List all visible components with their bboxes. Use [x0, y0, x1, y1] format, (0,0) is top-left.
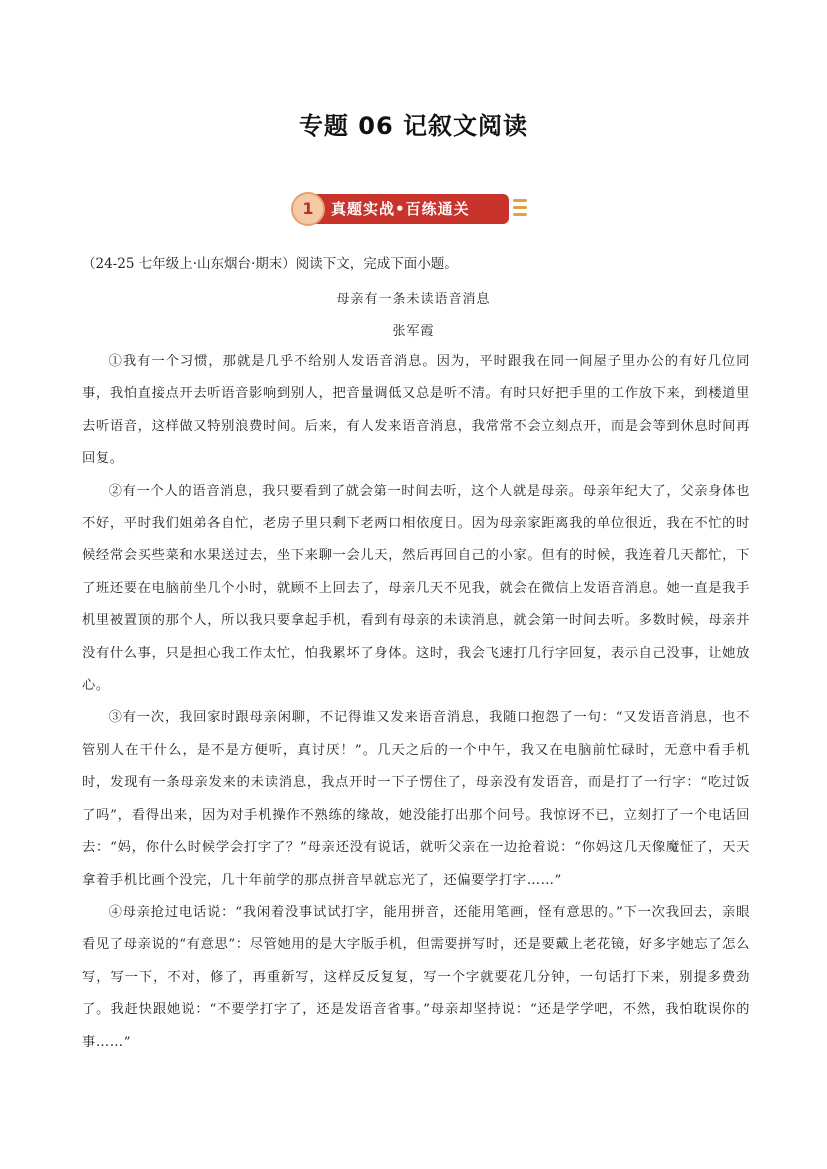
paragraph-3: ③有一次，我回家时跟母亲闲聊，不记得谁又发来语音消息，我随口抱怨了一句：“又发语音消息，也不管别人在干什么，是不是方便听，真讨厌！”。几天之后的一个中午，我又在电脑前忙碌时，无意中看手机时，发现有一条母亲发来的未读消息，我点开时一下子愣住了，母亲没有发语音，而是打了一行字：“吃过饭了吗”，看得出来，因为对手机操作不熟练的缘故，她没能打出那个问号。我惊讶不已，立刻打了一个电话回去：“妈，你什么时候学会打字了？”母亲还没有说话，就听父亲在一边抢着说：“你妈这几天像魔怔了，天天拿着手机比画个没完，几十年前学的那点拼音早就忘光了，还偏要学打字……” [82, 710, 750, 888]
article-title: 母亲有一条未读语音消息 [336, 292, 491, 307]
paragraph-1: ①我有一个习惯，那就是几乎不给别人发语音消息。因为，平时跟我在同一间屋子里办公的有好几位同事，我怕直接点开去听语音影响到别人，把音量调低又总是听不清。有时只好把手里的工作放下来，到楼道里去听语音，这样做又特别浪费时间。后来，有人发来语音消息，我常常不会立刻点开，而是会等到休息时间再回复。 [82, 354, 750, 467]
article-author: 张军霞 [392, 324, 435, 339]
banner-label: 真题实战•百练通关 [331, 200, 470, 218]
question-intro: （24-25 七年级上·山东烟台·期末）阅读下文，完成下面小题。 [82, 256, 458, 272]
paragraph-2: ②有一个人的语音消息，我只要看到了就会第一时间去听，这个人就是母亲。母亲年纪大了，父亲身体也不好，平时我们姐弟各自忙，老房子里只剩下老两口相依度日。因为母亲家距离我的单位很近，我在不忙的时候经常会买些菜和水果送过去，坐下来聊一会儿天，然后再回自己的小家。但有的时候，我连着几天都忙，下了班还要在电脑前坐几个小时，就顾不上回去了，母亲几天不见我，就会在微信上发语音消息。她一直是我手机里被置顶的那个人，所以我只要拿起手机，看到有母亲的未读消息，就会第一时间去听。多数时候，母亲并没有什么事，只是担心我工作太忙，怕我累坏了身体。这时，我会飞速打几行字回复，表示自己没事，让她放心。 [82, 483, 750, 694]
page-title: 专题 06 记叙文阅读 [298, 112, 529, 140]
article-body [82, 346, 750, 1059]
banner-stripes-icon [513, 199, 527, 220]
banner-number: 1 [302, 199, 314, 218]
paragraph-4: ④母亲抢过电话说：“我闲着没事试试打字，能用拼音，还能用笔画，怪有意思的。”下一次我回去，亲眼看见了母亲说的“有意思”：尽管她用的是大字版手机，但需要拼写时，还是要戴上老花镜，好多字她忘了怎么写，写一下，不对，修了，再重新写，这样反反复复，写一个字就要花几分钟，一句话打下来，别提多费劲了。我赶快跟她说：“不要学打字了，还是发语音省事。”母亲却坚持说：“还是学学吧，不然，我怕耽误你的事……” [82, 904, 750, 1050]
section-banner [291, 190, 531, 230]
